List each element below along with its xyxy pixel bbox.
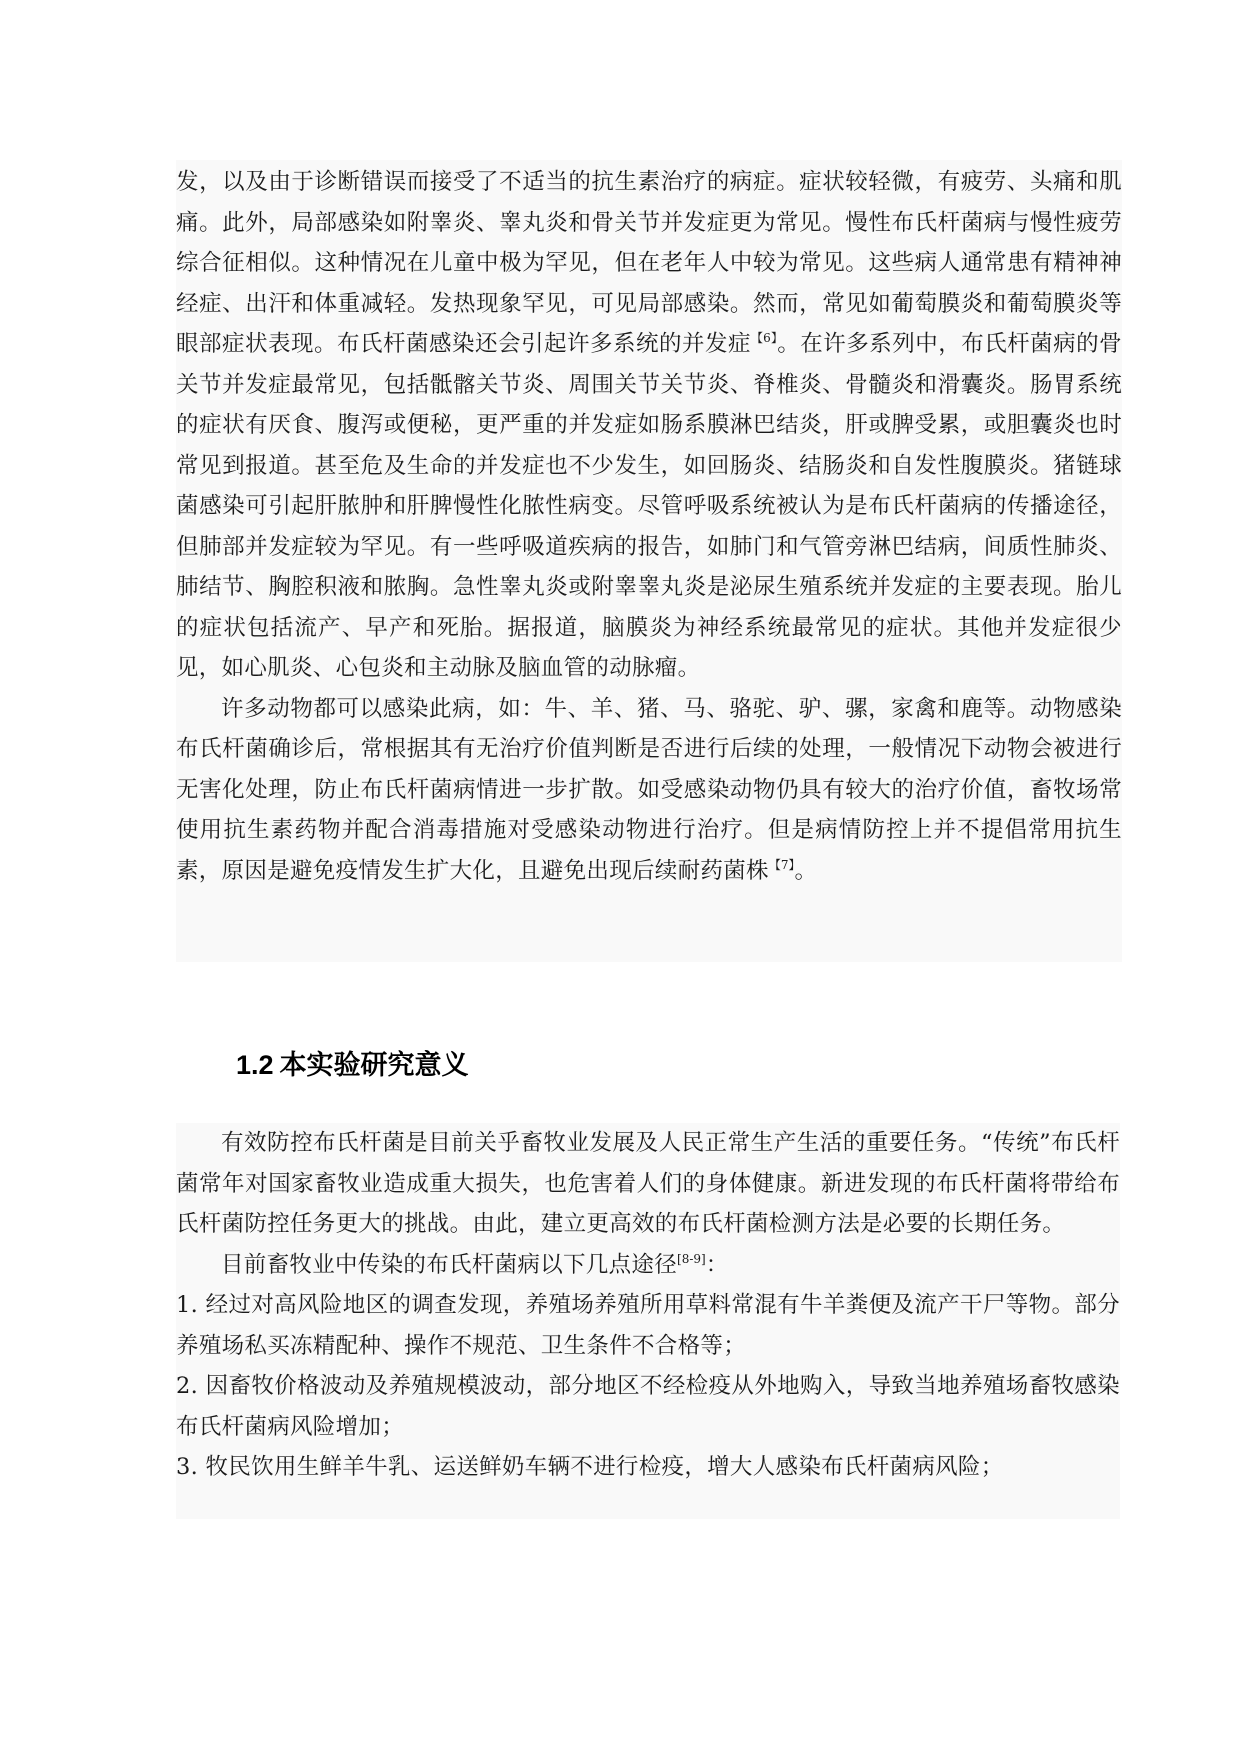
list-marker: 3. [176, 1454, 199, 1480]
paragraph-animals [176, 689, 1122, 892]
paragraph-text: 发，以及由于诊断错误而接受了不适当的抗生素治疗的病症。症状较轻微，有疲劳、头痛和肌痛。此外，局部感染如附睾炎、睾丸炎和骨关节并发症更为常见。慢性布氏杆菌病与慢性疲劳综合征相似。这种情况在儿童中极为罕见，但在老年人中较为常见。这些病人通常患有精神神经症、出汗和体重减轻。发热现象罕见，可见局部感染。然而，常见如葡萄膜炎和葡萄膜炎等眼部症状表现。布氏杆菌感染还会引起许多系统的并发症 [176, 169, 1122, 357]
paragraph-text: ： [705, 1251, 729, 1278]
citation-ref: 【6】 [750, 331, 778, 345]
paragraph-routes-intro [176, 1245, 1120, 1286]
section-number: 1.2 [236, 1050, 274, 1080]
list-marker: 1. [176, 1292, 199, 1318]
list-text: 牧民饮用生鲜羊牛乳、运送鲜奶车辆不进行检疫，增大人感染布氏杆菌病风险； [205, 1454, 1004, 1480]
list-text: 因畜牧价格波动及养殖规模波动，部分地区不经检疫从外地购入，导致当地养殖场畜牧感染布氏杆菌病风险增加； [176, 1373, 1120, 1440]
body-text-block-clinical [176, 160, 1122, 962]
paragraph-text: 。 [794, 857, 818, 884]
citation-ref: 【7】 [768, 857, 795, 872]
section-heading [236, 1045, 469, 1085]
list-item-route-2 [176, 1366, 1120, 1447]
list-item-route-1 [176, 1285, 1120, 1366]
citation-ref: [8-9] [677, 1251, 706, 1266]
list-item-route-3 [176, 1447, 1120, 1488]
body-text-block-significance [176, 1123, 1120, 1519]
section-title: 本实验研究意义 [279, 1050, 469, 1080]
paragraph-text: 许多动物都可以感染此病，如：牛、羊、猪、马、骆驼、驴、骡，家禽和鹿等。动物感染布氏杆菌确诊后，常根据其有无治疗价值判断是否进行后续的处理，一般情况下动物会被进行无害化处理，防止布氏杆菌病情进一步扩散。如受感染动物仍具有较大的治疗价值，畜牧场常使用抗生素药物并配合消毒措施对受感染动物进行治疗。但是病情防控上并不提倡常用抗生素，原因是避免疫情发生扩大化，且避免出现后续耐药菌株 [176, 695, 1122, 884]
list-marker: 2. [176, 1373, 199, 1399]
paragraph-text: 目前畜牧业中传染的布氏杆菌病以下几点途径 [221, 1251, 678, 1278]
paragraph-complications [176, 160, 1122, 689]
paragraph-text: 。在许多系列中，布氏杆菌病的骨关节并发症最常见，包括骶髂关节炎、周围关节关节炎、脊椎炎、骨髓炎和滑囊炎。肠胃系统的症状有厌食、腹泻或便秘，更严重的并发症如肠系膜淋巴结炎，肝或脾受累，或胆囊炎也时常见到报道。甚至危及生命的并发症也不少发生，如回肠炎、结肠炎和自发性腹膜炎。猪链球菌感染可引起肝脓肿和肝脾慢性化脓性病变。尽管呼吸系统被认为是布氏杆菌病的传播途径，但肺部并发症较为罕见。有一些呼吸道疾病的报告，如肺门和气管旁淋巴结病，间质性肺炎、肺结节、胸腔积液和脓胸。急性睾丸炎或附睾睾丸炎是泌尿生殖系统并发症的主要表现。胎儿的症状包括流产、早产和死胎。据报道，脑膜炎为神经系统最常见的症状。其他并发症很少见，如心肌炎、心包炎和主动脉及脑血管的动脉瘤。 [176, 331, 1122, 681]
paragraph-significance: 有效防控布氏杆菌是目前关乎畜牧业发展及人民正常生产生活的重要任务。“传统”布氏杆菌常年对国家畜牧业造成重大损失，也危害着人们的身体健康。新进发现的布氏杆菌将带给布氏杆菌防控任务更大的挑战。由此，建立更高效的布氏杆菌检测方法是必要的长期任务。 [176, 1130, 1120, 1237]
list-text: 经过对高风险地区的调查发现，养殖场养殖所用草料常混有牛羊粪便及流产干尸等物。部分养殖场私买冻精配种、操作不规范、卫生条件不合格等； [176, 1292, 1120, 1359]
